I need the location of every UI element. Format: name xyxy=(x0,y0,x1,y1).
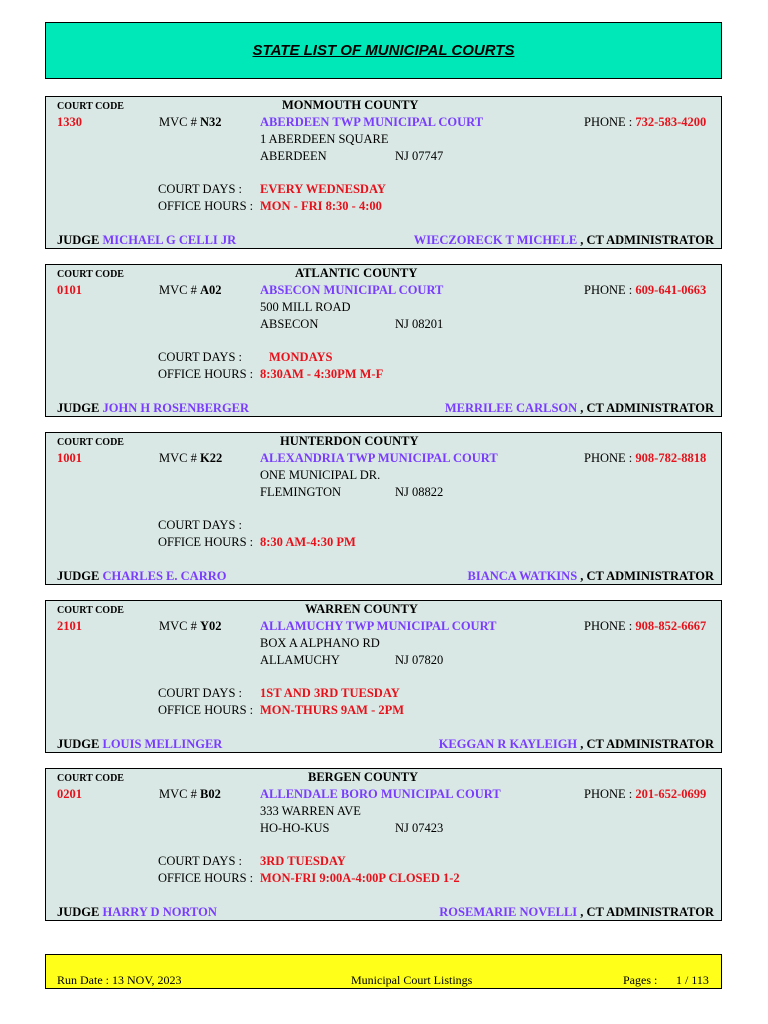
city: HO-HO-KUS xyxy=(260,821,330,835)
court-code: 2101 xyxy=(57,619,82,633)
court-card xyxy=(45,600,722,753)
county-name: BERGEN COUNTY xyxy=(308,770,419,784)
court-code: 1001 xyxy=(57,451,82,465)
city: FLEMINGTON xyxy=(260,485,342,499)
mvc-number xyxy=(159,451,222,466)
phone-value: 732-583-4200 xyxy=(635,115,707,129)
administrator-name: MERRILEE CARLSON xyxy=(444,401,578,415)
administrator-name: KEGGAN R KAYLEIGH xyxy=(438,737,578,751)
court-days-value: 1ST AND 3RD TUESDAY xyxy=(260,686,400,700)
judge xyxy=(57,401,249,416)
county-name: HUNTERDON COUNTY xyxy=(280,434,419,448)
mvc-value: B02 xyxy=(199,787,221,801)
mvc-value: Y02 xyxy=(199,619,222,633)
city: ABSECON xyxy=(260,317,319,331)
county-name: MONMOUTH COUNTY xyxy=(282,98,419,112)
administrator-name: WIECZORECK T MICHELE xyxy=(413,233,578,247)
judge-name: LOUIS MELLINGER xyxy=(102,737,223,751)
office-hours-value: 8:30AM - 4:30PM M-F xyxy=(260,367,384,381)
court-code-label: COURT CODE xyxy=(57,269,124,280)
administrator-label: , CT ADMINISTRATOR xyxy=(577,737,714,751)
pages-value: 1 / 113 xyxy=(676,973,709,987)
county-name: ATLANTIC COUNTY xyxy=(295,266,418,280)
run-date: Run Date : 13 NOV, 2023 xyxy=(57,973,182,987)
judge-label: JUDGE xyxy=(57,737,103,751)
mvc-label: MVC # xyxy=(159,451,200,465)
city: ALLAMUCHY xyxy=(260,653,340,667)
court-days-label: COURT DAYS : xyxy=(158,518,242,532)
page-header xyxy=(45,22,722,79)
mvc-label: MVC # xyxy=(159,115,200,129)
office-hours-label: OFFICE HOURS : xyxy=(158,703,254,717)
judge-name: JOHN H ROSENBERGER xyxy=(102,401,250,415)
phone-value: 201-652-0699 xyxy=(635,787,707,801)
judge xyxy=(57,569,226,584)
judge xyxy=(57,905,217,920)
court-code-label: COURT CODE xyxy=(57,101,124,112)
judge-label: JUDGE xyxy=(57,905,103,919)
court-days-value: 3RD TUESDAY xyxy=(260,854,346,868)
state-zip: NJ 07747 xyxy=(395,149,444,163)
address: BOX A ALPHANO RD xyxy=(260,636,380,650)
phone xyxy=(584,283,706,298)
phone-value: 908-852-6667 xyxy=(635,619,707,633)
judge-label: JUDGE xyxy=(57,569,103,583)
phone-label: PHONE : xyxy=(584,115,636,129)
court-code-label: COURT CODE xyxy=(57,437,124,448)
judge-label: JUDGE xyxy=(57,233,103,247)
address: 333 WARREN AVE xyxy=(260,804,361,818)
administrator xyxy=(439,905,714,920)
phone-label: PHONE : xyxy=(584,283,636,297)
office-hours-label: OFFICE HOURS : xyxy=(158,199,254,213)
office-hours-label: OFFICE HOURS : xyxy=(158,535,254,549)
mvc-number xyxy=(159,787,221,802)
judge xyxy=(57,233,236,248)
court-card xyxy=(45,768,722,921)
office-hours-label: OFFICE HOURS : xyxy=(158,871,254,885)
state-zip: NJ 07423 xyxy=(395,821,444,835)
administrator-label: , CT ADMINISTRATOR xyxy=(577,233,714,247)
administrator xyxy=(468,569,714,584)
judge-name: HARRY D NORTON xyxy=(102,905,217,919)
court-code: 0201 xyxy=(57,787,82,801)
court-code-label: COURT CODE xyxy=(57,605,124,616)
court-name: ABERDEEN TWP MUNICIPAL COURT xyxy=(260,115,484,129)
mvc-label: MVC # xyxy=(159,283,200,297)
county-name: WARREN COUNTY xyxy=(305,602,418,616)
mvc-value: K22 xyxy=(199,451,223,465)
office-hours-label: OFFICE HOURS : xyxy=(158,367,254,381)
mvc-value: A02 xyxy=(199,283,222,297)
court-card xyxy=(45,264,722,417)
mvc-number xyxy=(159,619,222,634)
court-days-label: COURT DAYS : xyxy=(158,350,242,364)
phone xyxy=(584,619,706,634)
court-days-label: COURT DAYS : xyxy=(158,182,242,196)
state-zip: NJ 08201 xyxy=(395,317,444,331)
address: ONE MUNICIPAL DR. xyxy=(260,468,381,482)
court-days-value: MONDAYS xyxy=(269,350,333,364)
page-title: STATE LIST OF MUNICIPAL COURTS xyxy=(252,42,515,59)
phone-label: PHONE : xyxy=(584,451,636,465)
phone-value: 609-641-0663 xyxy=(635,283,707,297)
court-card xyxy=(45,432,722,585)
mvc-number xyxy=(159,115,222,130)
phone-label: PHONE : xyxy=(584,787,636,801)
court-code: 0101 xyxy=(57,283,82,297)
pages-label: Pages : xyxy=(623,973,658,987)
office-hours-value: MON-FRI 9:00A-4:00P CLOSED 1-2 xyxy=(260,871,460,885)
administrator-name: ROSEMARIE NOVELLI xyxy=(439,905,578,919)
mvc-label: MVC # xyxy=(159,619,200,633)
administrator-label: , CT ADMINISTRATOR xyxy=(577,569,714,583)
mvc-number xyxy=(159,283,222,298)
state-zip: NJ 07820 xyxy=(395,653,444,667)
administrator xyxy=(414,233,714,248)
administrator-label: , CT ADMINISTRATOR xyxy=(577,905,714,919)
court-name: ABSECON MUNICIPAL COURT xyxy=(260,283,444,297)
judge xyxy=(57,737,222,752)
phone-label: PHONE : xyxy=(584,619,636,633)
administrator xyxy=(445,401,714,416)
court-name: ALEXANDRIA TWP MUNICIPAL COURT xyxy=(260,451,498,465)
court-days-value: EVERY WEDNESDAY xyxy=(260,182,386,196)
phone-value: 908-782-8818 xyxy=(635,451,707,465)
administrator-label: , CT ADMINISTRATOR xyxy=(577,401,714,415)
administrator xyxy=(439,737,714,752)
court-days-label: COURT DAYS : xyxy=(158,686,242,700)
address: 500 MILL ROAD xyxy=(260,300,351,314)
footer-title: Municipal Court Listings xyxy=(351,973,473,987)
phone xyxy=(584,787,706,802)
judge-name: CHARLES E. CARRO xyxy=(102,569,227,583)
court-days-label: COURT DAYS : xyxy=(158,854,242,868)
phone xyxy=(584,115,706,130)
court-code: 1330 xyxy=(57,115,82,129)
phone xyxy=(584,451,706,466)
court-name: ALLENDALE BORO MUNICIPAL COURT xyxy=(260,787,501,801)
state-zip: NJ 08822 xyxy=(395,485,444,499)
address: 1 ABERDEEN SQUARE xyxy=(260,132,389,146)
administrator-name: BIANCA WATKINS xyxy=(467,569,578,583)
city: ABERDEEN xyxy=(260,149,327,163)
court-code-label: COURT CODE xyxy=(57,773,124,784)
office-hours-value: MON - FRI 8:30 - 4:00 xyxy=(260,199,382,213)
court-card xyxy=(45,96,722,249)
mvc-value: N32 xyxy=(199,115,222,129)
court-name: ALLAMUCHY TWP MUNICIPAL COURT xyxy=(260,619,497,633)
mvc-label: MVC # xyxy=(159,787,200,801)
office-hours-value: 8:30 AM-4:30 PM xyxy=(260,535,356,549)
judge-label: JUDGE xyxy=(57,401,103,415)
judge-name: MICHAEL G CELLI JR xyxy=(102,233,237,247)
page-footer xyxy=(45,954,722,989)
office-hours-value: MON-THURS 9AM - 2PM xyxy=(260,703,405,717)
